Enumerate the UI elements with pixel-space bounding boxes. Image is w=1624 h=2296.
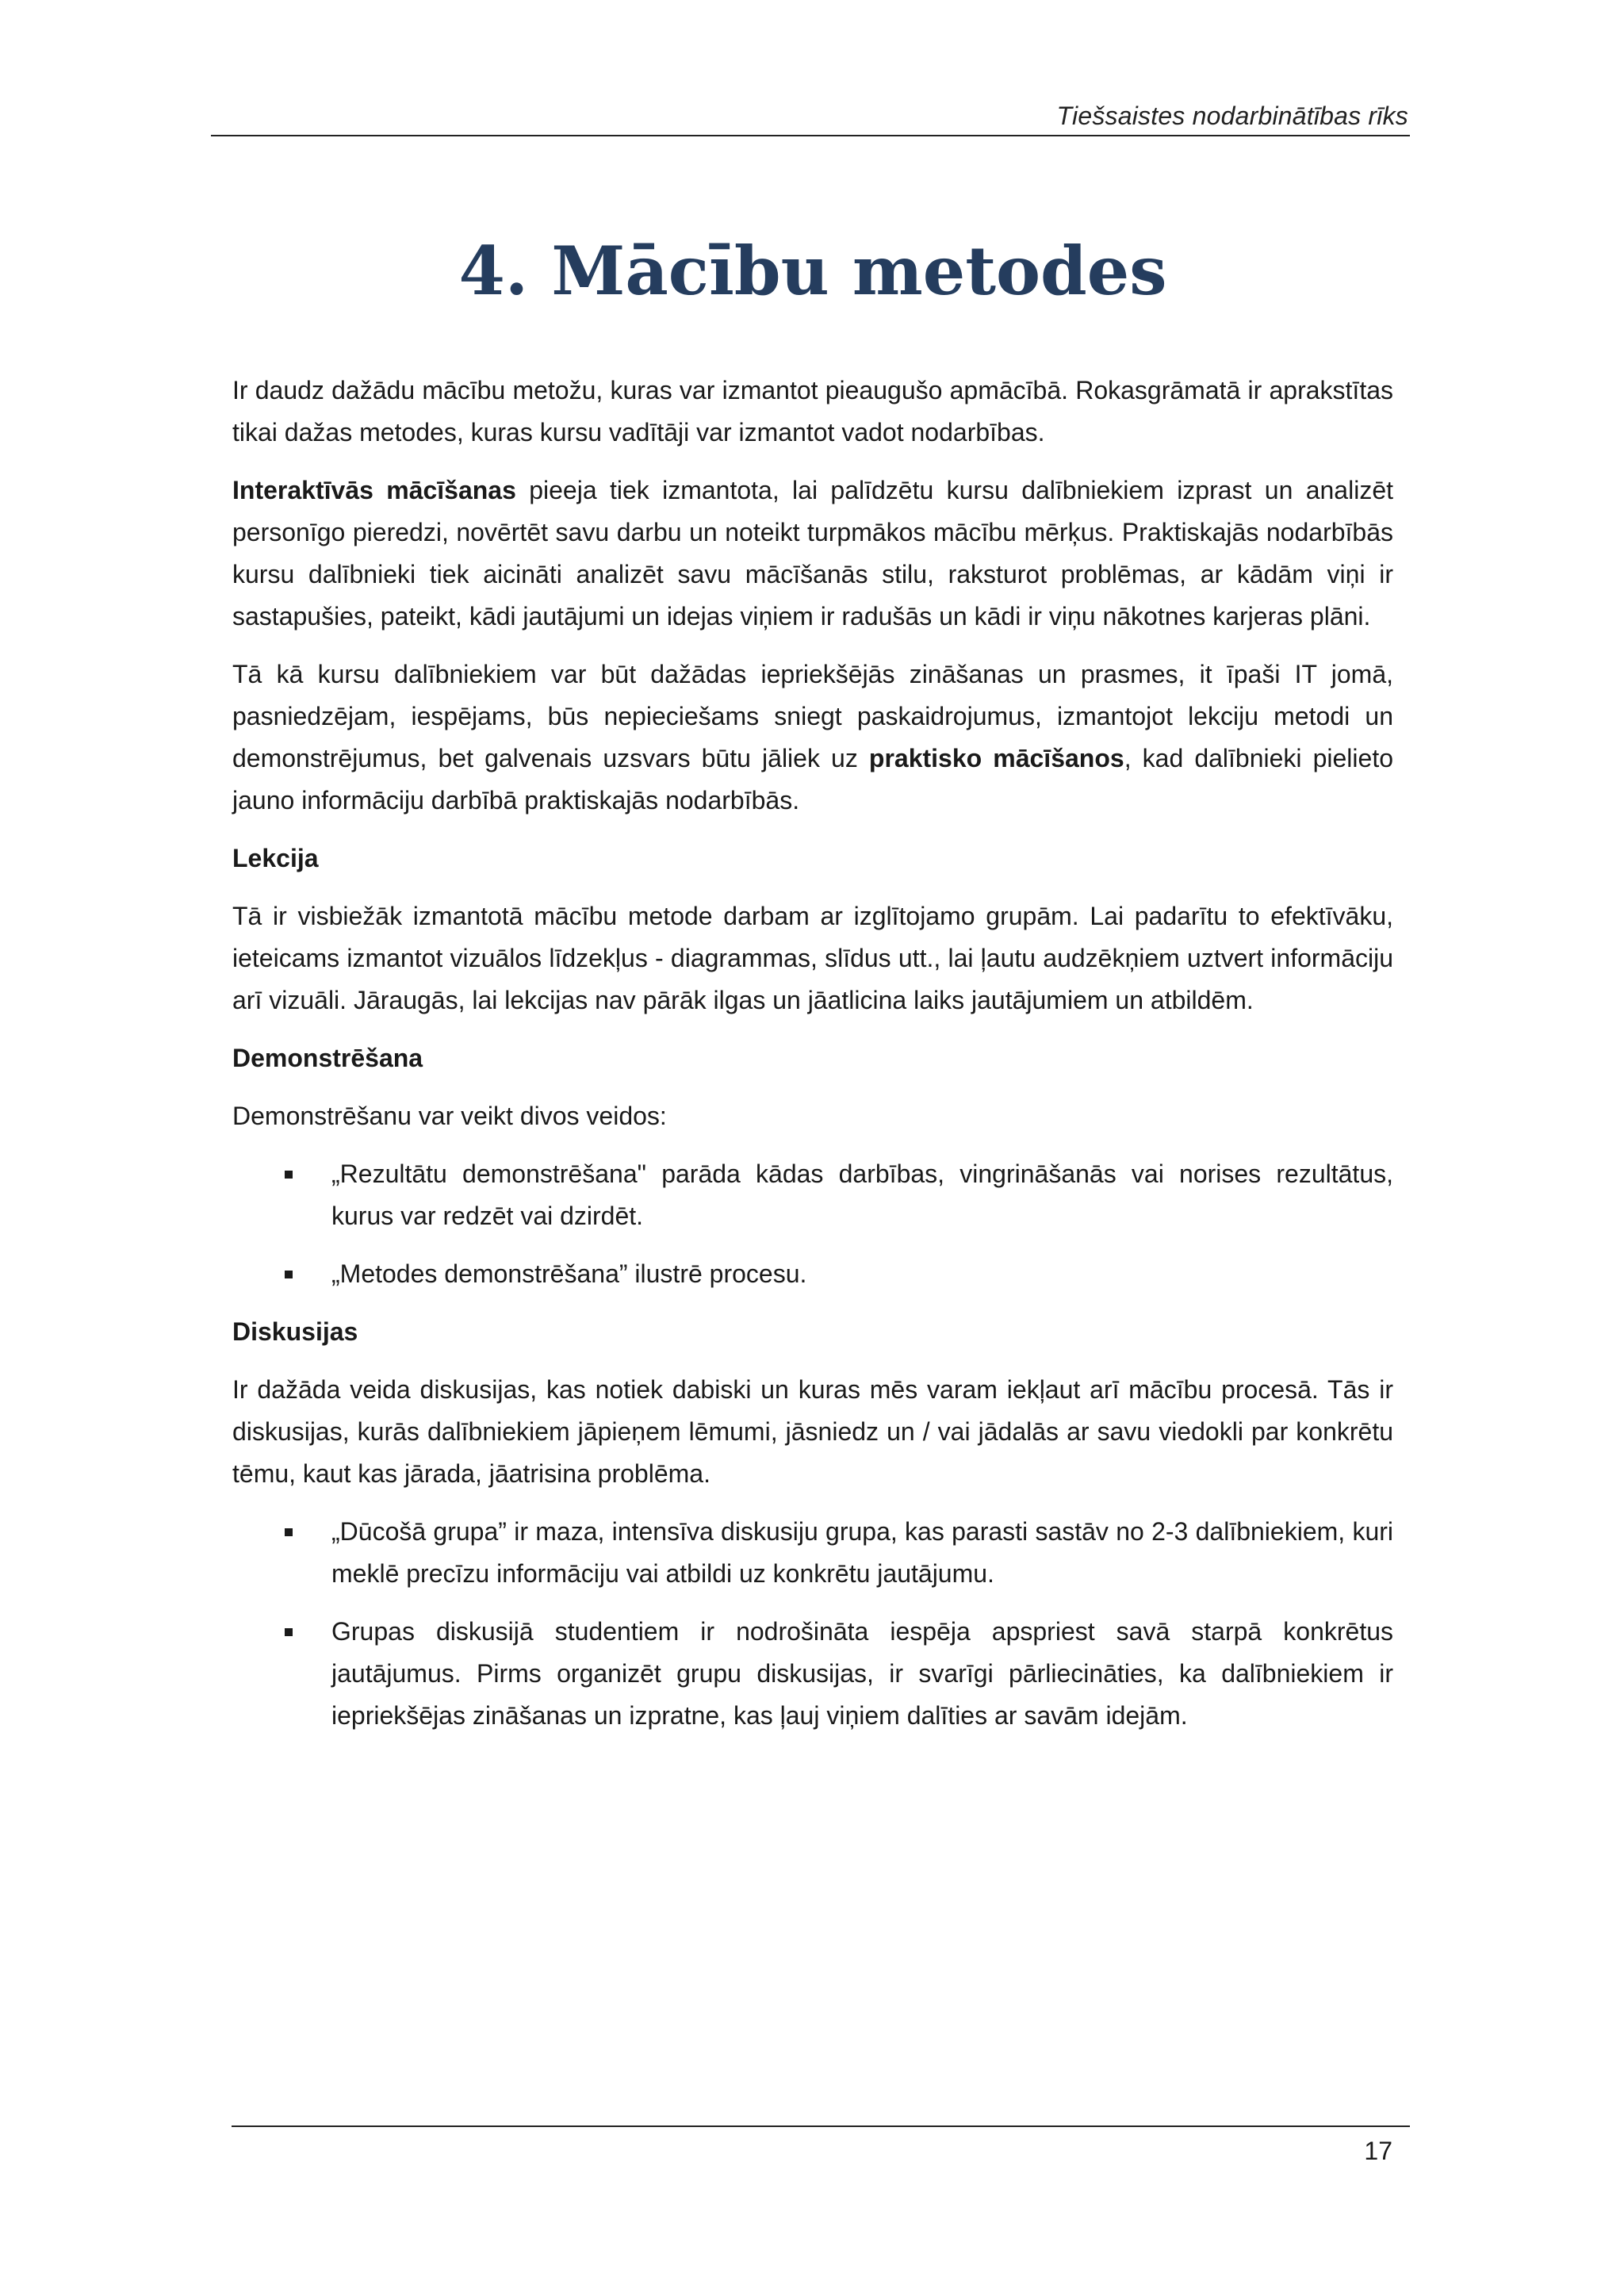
page-title: 4. Mācību metodes	[458, 232, 1167, 310]
footer-divider	[232, 2125, 1410, 2127]
lecture-heading: Lekcija	[232, 844, 319, 872]
list-item-text: „Dūcošā grupa” ir maza, intensīva diskusiju grupa, kas parasti sastāv no 2-3 dalībniekiem, kuri meklē precīzu informāciju vai atbildi uz konkrētu jautājumu.	[331, 1517, 1393, 1588]
page-number: 17	[1364, 2137, 1392, 2165]
list-item	[232, 1153, 1393, 1237]
demonstration-list	[232, 1153, 1393, 1295]
interactive-learning-term: Interaktīvās mācīšanas	[232, 476, 516, 504]
interactive-learning-text: pieeja tiek izmantota, lai palīdzētu kursu dalībniekiem izprast un analizēt personīgo pieredzi, novērtēt savu darbu un noteikt turpmākos mācību mērķus. Praktiskajās nodarbībās kursu dalībnieki tiek aicināti analizēt savu mācīšanās stilu, raksturot problēmas, ar kādām viņi ir sastapušies, pateikt, kādi jautājumi un idejas viņiem ir radušās un kādi ir viņu nākotnes karjeras plāni.	[232, 476, 1394, 631]
list-item-text: „Metodes demonstrēšana” ilustrē procesu.	[331, 1259, 807, 1288]
intro-paragraph: Ir daudz dažādu mācību metožu, kuras var izmantot pieaugušo apmācībā. Rokasgrāmatā ir aprakstītas tikai dažas metodes, kuras kursu vadītāji var izmantot vadot nodarbības.	[232, 376, 1393, 447]
list-item-text: Grupas diskusijā studentiem ir nodrošināta iespēja apspriest savā starpā konkrētus jautājumus. Pirms organizēt grupu diskusijas, ir svarīgi pārliecināties, ka dalībniekiem ir iepriekšējas zināšanas un izpratne, kas ļauj viņiem dalīties ar savām idejām.	[331, 1617, 1393, 1730]
header-divider	[211, 135, 1410, 136]
running-header: Tiešsaistes nodarbinātības rīks	[1056, 102, 1408, 130]
practical-learning-term: praktisko mācīšanos	[868, 744, 1124, 772]
discussions-paragraph: Ir dažāda veida diskusijas, kas notiek dabiski un kuras mēs varam iekļaut arī mācību procesā. Tās ir diskusijas, kurās dalībniekiem jāpieņem lēmumi, jāsniedz un / vai jādalās ar savu viedokli par konkrētu tēmu, kaut kas jārada, jāatrisina problēma.	[232, 1375, 1393, 1488]
square-bullet-icon	[285, 1271, 293, 1278]
demonstration-heading: Demonstrēšana	[232, 1044, 423, 1072]
discussions-list	[232, 1511, 1393, 1737]
document-body	[232, 370, 1393, 1753]
practical-learning-text-end: , kad dalībnieki pielieto jauno informāciju darbībā praktiskajās nodarbībās.	[232, 744, 1394, 815]
list-item	[232, 1253, 1393, 1295]
square-bullet-icon	[285, 1628, 293, 1636]
square-bullet-icon	[285, 1171, 293, 1179]
practical-learning-paragraph	[232, 654, 1393, 822]
square-bullet-icon	[285, 1528, 293, 1536]
demonstration-paragraph: Demonstrēšanu var veikt divos veidos:	[232, 1102, 667, 1130]
interactive-learning-paragraph	[232, 470, 1393, 638]
list-item	[232, 1611, 1393, 1737]
discussions-heading: Diskusijas	[232, 1317, 358, 1346]
lecture-paragraph: Tā ir visbiežāk izmantotā mācību metode darbam ar izglītojamo grupām. Lai padarītu to efektīvāku, ieteicams izmantot vizuālos līdzekļus - diagrammas, slīdus utt., lai ļautu audzēkņiem uztvert informāciju arī vizuāli. Jāraugās, lai lekcijas nav pārāk ilgas un jāatlicina laiks jautājumiem un atbildēm.	[232, 902, 1393, 1014]
list-item-text: „Rezultātu demonstrēšana" parāda kādas darbības, vingrināšanās vai norises rezultātus, kurus var redzēt vai dzirdēt.	[331, 1159, 1393, 1230]
practical-learning-text-start: Tā kā kursu dalībniekiem var būt dažādas iepriekšējās zināšanas un prasmes, it īpaši IT jomā, pasniedzējam, iespējams, būs nepieciešams sniegt paskaidrojumus, izmantojot lekciju metodi un demonstrējumus, bet galvenais uzsvars būtu jāliek uz	[232, 660, 1393, 772]
list-item	[232, 1511, 1393, 1595]
